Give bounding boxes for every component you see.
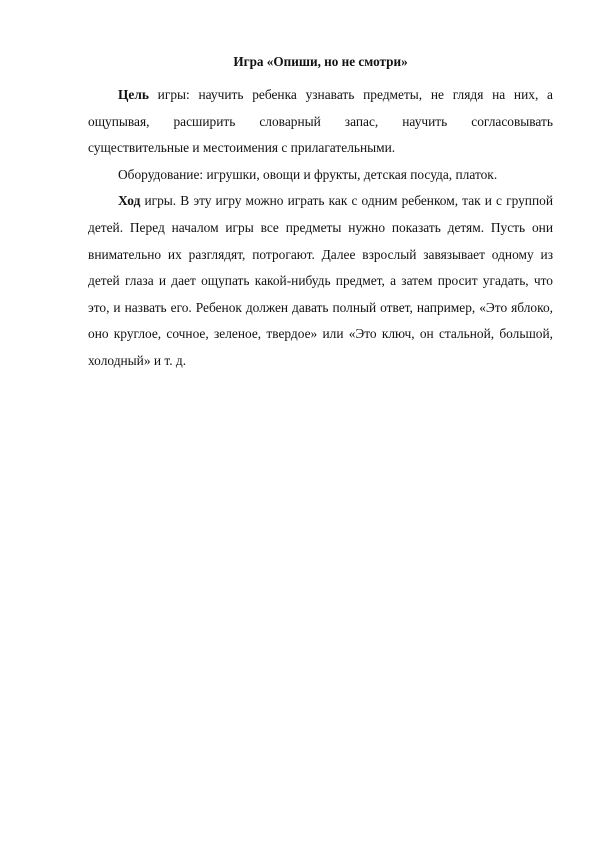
procedure-paragraph <box>88 188 553 374</box>
document-body <box>88 52 553 375</box>
goal-text: игры: научить ребенка узнавать предметы, не глядя на них, а ощупывая, расширить словарный запас, научить согласовывать существительные и местоимения с прилагательными. <box>88 87 553 156</box>
document-title: Игра «Опиши, но не смотри» <box>233 54 408 69</box>
procedure-text: игры. В эту игру можно играть как с одним ребенком, так и с группой детей. Перед началом игры все предметы нужно показать детям. Пусть они внимательно их разглядят, потрогают. Далее взрослый завязывает одному из детей глаза и дает ощупать какой-нибудь предмет, а затем просит угадать, что это, и назвать его. Ребенок должен давать полный ответ, например, «Это яблоко, оно круглое, сочное, зеленое, твердое» или «Это ключ, он стальной, большой, холодный» и т. д. <box>88 193 553 368</box>
goal-label: Цель <box>118 87 149 102</box>
procedure-label: Ход <box>118 193 141 209</box>
goal-paragraph <box>88 82 553 162</box>
equipment-text: Оборудование: игрушки, овощи и фрукты, детская посуда, платок. <box>118 166 498 182</box>
equipment-paragraph <box>88 162 553 189</box>
